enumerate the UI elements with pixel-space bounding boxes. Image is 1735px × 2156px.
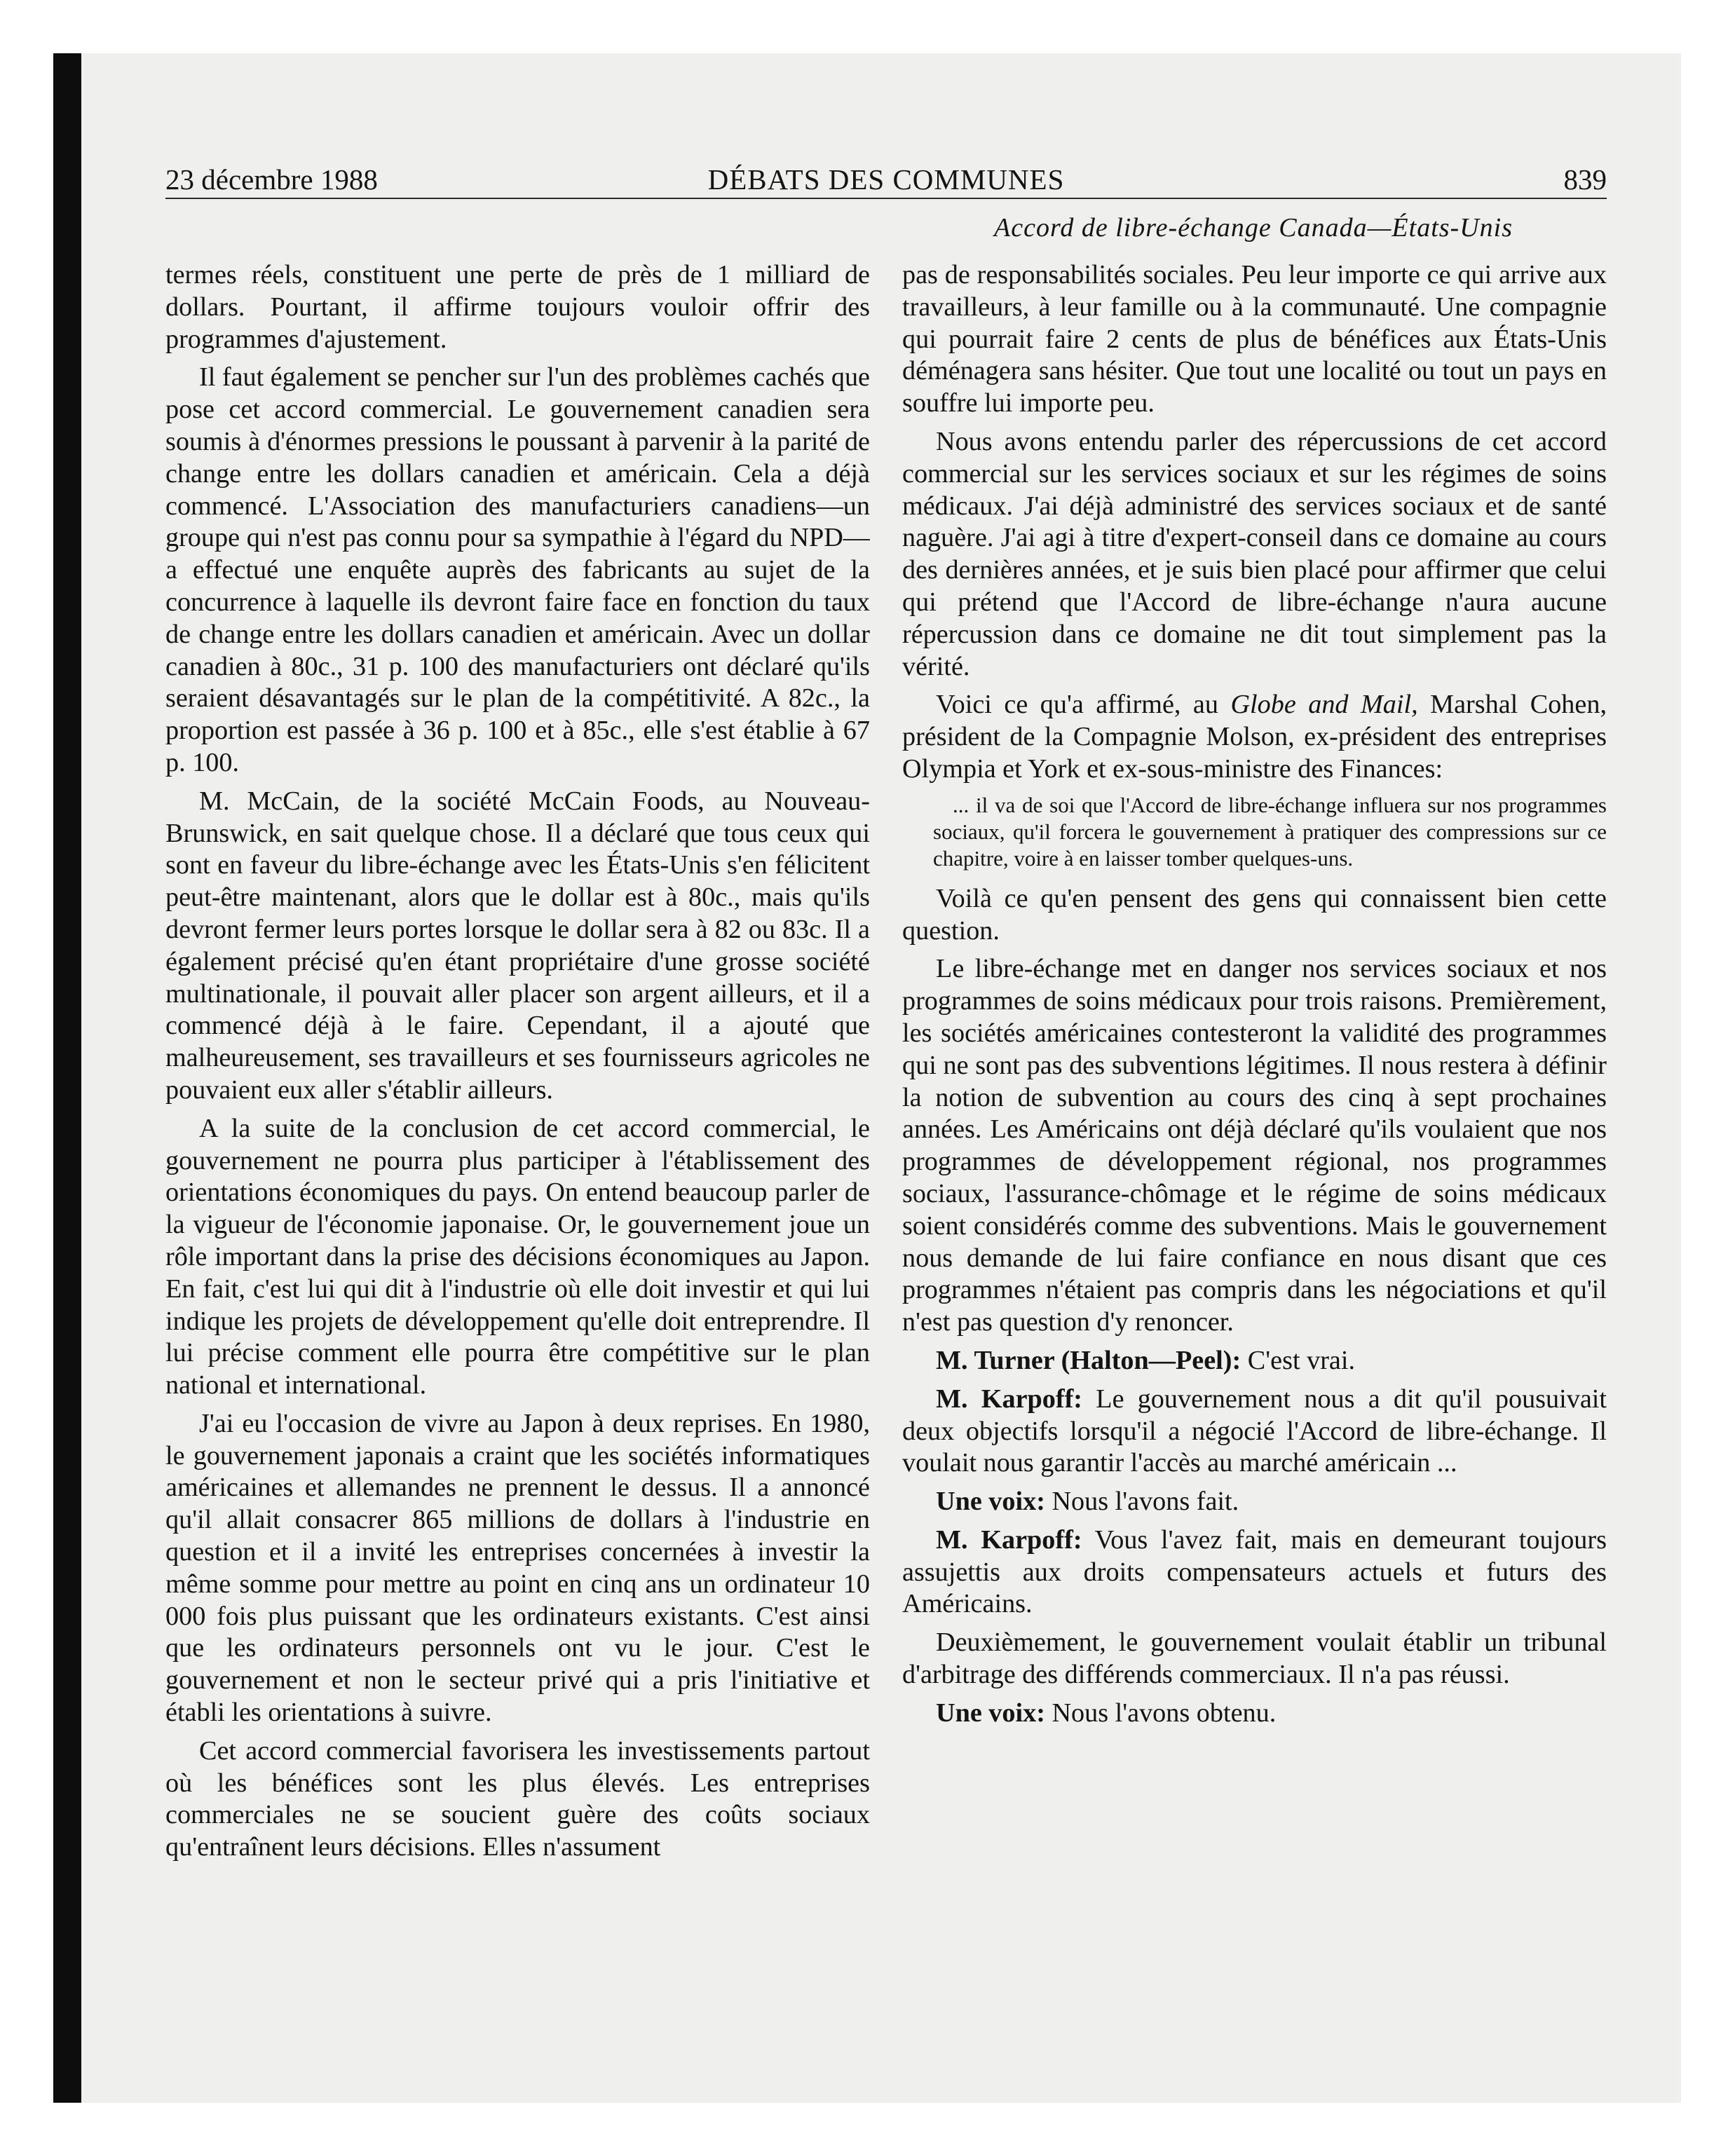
- paragraph: Deuxièmement, le gouvernement voulait établir un tribunal d'arbitrage des différends commerciaux. Il n'a pas réussi.: [902, 1628, 1607, 1690]
- paragraph: pas de responsabilités sociales. Peu leur importe ce qui arrive aux travailleurs, à leur famille ou à la communauté. Une compagnie qui pourrait faire 2 cents de plus de bénéfices aux États-Unis déménagera sans hésiter. Que tout une localité ou tout un pays en souffre lui importe peu.: [902, 260, 1607, 418]
- page-number: 839: [1563, 163, 1607, 196]
- paragraph: Cet accord commercial favorisera les investissements partout où les bénéfices sont les plus élevés. Les entreprises commerciales ne se soucient guère des coûts sociaux qu'entraînent leurs décisions. Elles n'assument: [165, 1735, 870, 1862]
- intervention: [902, 1486, 1607, 1518]
- speaker-name: Une voix:: [936, 1698, 1045, 1728]
- page-header: [165, 158, 1607, 200]
- speaker-name: Une voix:: [936, 1487, 1045, 1517]
- running-title: Accord de libre-échange Canada—États-Unis: [994, 213, 1513, 243]
- paragraph: Nous avons entendu parler des répercussions de cet accord commercial sur les services sociaux et sur les régimes de soins médicaux. J'ai déjà administré des services sociaux et de santé naguère. J'ai agi à titre d'expert-conseil dans ce domaine au cours des dernières années, et je suis bien placé pour affirmer que celui qui prétend que l'Accord de libre-échange n'aura aucune répercussion dans ce domaine ne dit tout simplement pas la vérité.: [902, 426, 1607, 681]
- header-date: 23 décembre 1988: [165, 163, 378, 196]
- newspaper-title: Globe and Mail,: [1230, 690, 1418, 720]
- speaker-name: M. Karpoff:: [936, 1524, 1082, 1555]
- header-rule: [165, 198, 1607, 199]
- left-column: [165, 259, 870, 2054]
- intervention-text: C'est vrai.: [1241, 1345, 1356, 1375]
- paragraph: J'ai eu l'occasion de vivre au Japon à deux reprises. En 1980, le gouvernement japonais a craint que les sociétés informatiques américaines et allemandes ne prennent le dessus. Il a annoncé qu'il allait consacrer 865 millions de dollars à l'industrie en question et il a invité les entreprises concernées à investir la même somme pour mettre au point en cinq ans un ordinateur 10 000 fois plus puissant que les ordinateurs existants. C'est ainsi que les ordinateurs personnels ont vu le jour. C'est le gouvernement et non le secteur privé qui a pris l'initiative et établi les orientations à suivre.: [165, 1408, 870, 1728]
- intervention-text: Nous l'avons fait.: [1045, 1487, 1239, 1517]
- intervention: [902, 1698, 1607, 1730]
- paragraph: Le libre-échange met en danger nos services sociaux et nos programmes de soins médicaux pour trois raisons. Premièrement, les sociétés américaines contesteront la validité des programmes qui ne sont pas des subventions légitimes. Il nous restera à définir la notion de subvention au cours des cinq à sept prochaines années. Les Américains ont déjà déclaré qu'ils voulaient que nos programmes de développement régional, nos programmes sociaux, l'assurance-chômage et le régime de soins médicaux soient considérés comme des subventions. Mais le gouvernement nous demande de lui faire confiance en nous disant que ces programmes n'étaient pas compris dans les négociations et qu'il n'est pas question d'y renoncer.: [902, 954, 1607, 1337]
- paragraph: termes réels, constituent une perte de près de 1 milliard de dollars. Pourtant, il affirme toujours vouloir offrir des programmes d'ajustement.: [165, 260, 870, 354]
- paragraph: Voilà ce qu'en pensent des gens qui connaissent bien cette question.: [902, 883, 1607, 946]
- header-title: DÉBATS DES COMMUNES: [707, 163, 1065, 196]
- intervention-text: Le gouvernement nous a dit qu'il pousuivait deux objectifs lorsqu'il a négocié l'Accord de libre-échange. Il voulait nous garantir l'accès au marché américain ...: [902, 1384, 1607, 1478]
- paragraph: A la suite de la conclusion de cet accord commercial, le gouvernement ne pourra plus participer à l'établissement des orientations économiques du pays. On entend beaucoup parler de la vigueur de l'économie japonaise. Or, le gouvernement joue un rôle important dans la prise des décisions économiques au Japon. En fait, c'est lui qui dit à l'industrie où elle doit investir et qui lui indique les projets de développement qu'elle doit entreprendre. Il lui précise comment elle pourra être compétitive sur le plan national et international.: [165, 1113, 870, 1400]
- paragraph: [902, 689, 1607, 785]
- scan-edge-shadow: [53, 53, 81, 2103]
- block-quote: ... il va de soi que l'Accord de libre-échange influera sur nos programmes sociaux, qu'il forcera le gouvernement à pratiquer des compressions sur ce chapitre, voire à en laisser tomber quelques-uns.: [933, 792, 1607, 871]
- paragraph: Il faut également se pencher sur l'un des problèmes cachés que pose cet accord commercial. Le gouvernement canadien sera soumis à d'énormes pressions le poussant à parvenir à la parité de change entre les dollars canadien et américain. Cela a déjà commencé. L'Association des manufacturiers canadiens—un groupe qui n'est pas connu pour sa sympathie à l'égard du NPD—a effectué une enquête auprès des fabricants au sujet de la concurrence à laquelle ils devront faire face en fonction du taux de change entre les dollars canadien et américain. Avec un dollar canadien à 80c., 31 p. 100 des manufacturiers ont déclaré qu'ils seraient désavantagés sur le plan de la compétitivité. A 82c., la proportion est passée à 36 p. 100 et à 85c., elle s'est établie à 67 p. 100.: [165, 362, 870, 777]
- speaker-name: M. Karpoff:: [936, 1384, 1083, 1414]
- intervention: [902, 1345, 1607, 1377]
- intervention: [902, 1524, 1607, 1621]
- intervention: [902, 1384, 1607, 1480]
- speaker-name: M. Turner (Halton—Peel):: [936, 1345, 1241, 1375]
- paragraph-text: Marshal Cohen, président de la Compagnie Molson, ex-président des entreprises Olympia et York et ex-sous-ministre des Finances:: [902, 690, 1607, 784]
- paragraph: M. McCain, de la société McCain Foods, au Nouveau-Brunswick, en sait quelque chose. Il a déclaré que tous ceux qui sont en faveur du libre-échange avec les États-Unis s'en félicitent peut-être maintenant, alors que le dollar est à 80c., mais qu'ils devront fermer leurs portes lorsque le dollar sera à 82 ou 83c. Il a également précisé qu'en étant propriétaire d'une grosse société multinationale, il pouvait aller placer son argent ailleurs, et il a commencé déjà à le faire. Cependant, il a ajouté que malheureusement, ses travailleurs et ses fournisseurs agricoles ne pouvaient eux aller s'établir ailleurs.: [165, 786, 870, 1105]
- paragraph-text: Voici ce qu'a affirmé, au: [936, 690, 1231, 720]
- intervention-text: Nous l'avons obtenu.: [1045, 1698, 1277, 1728]
- right-column: [902, 259, 1607, 2054]
- intervention-text: Vous l'avez fait, mais en demeurant toujours assujettis aux droits compensateurs actuels et futurs des Américains.: [902, 1524, 1607, 1619]
